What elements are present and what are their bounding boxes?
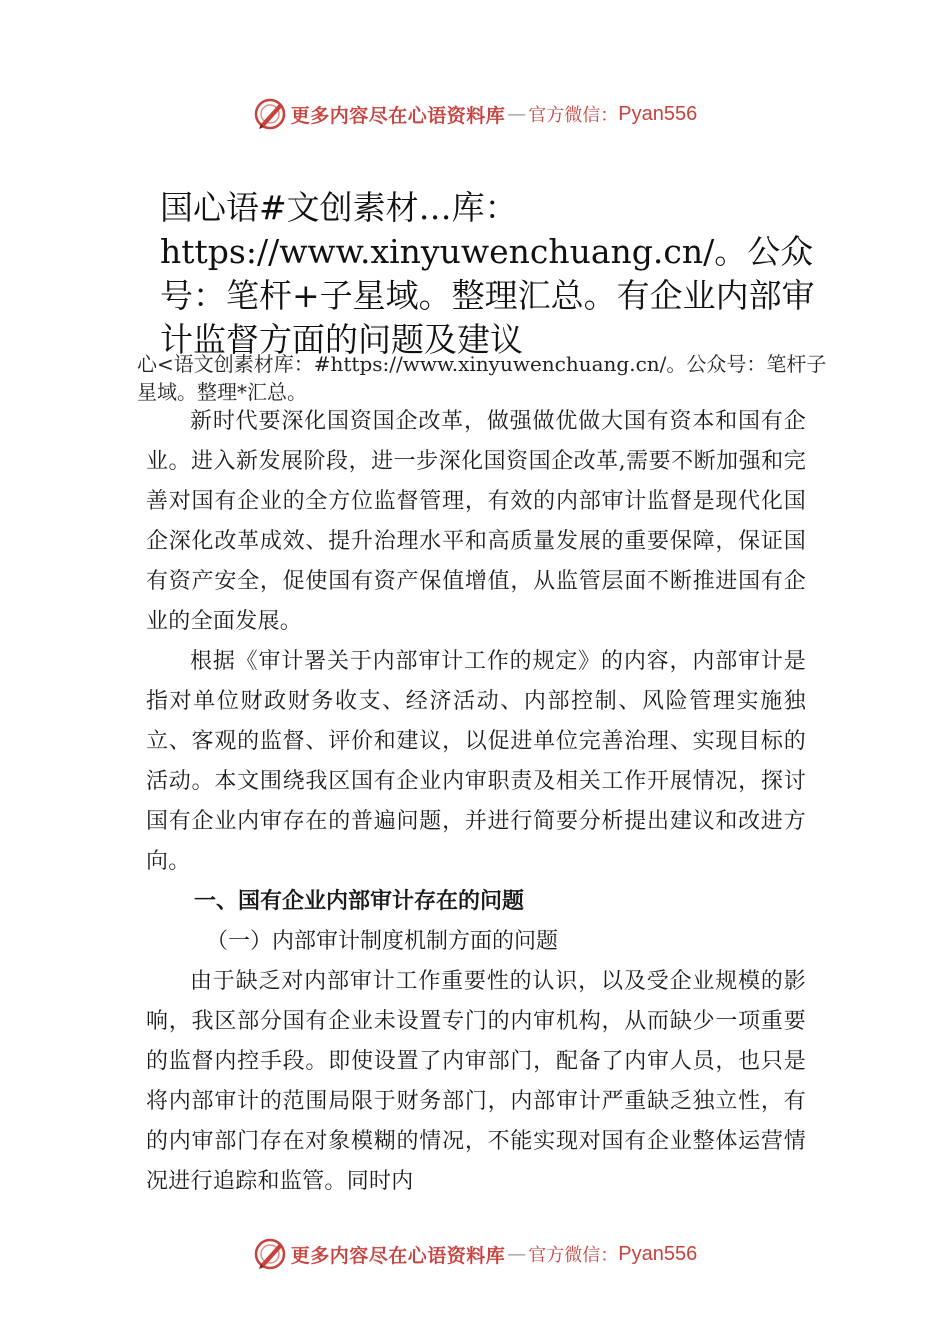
footer-banner [0, 1232, 950, 1276]
paragraph: 由于缺乏对内部审计工作重要性的认识，以及受企业规模的影响，我区部分国有企业未设置专门的内审机构，从而缺少一项重要的监督内控手段。即使设置了内审部门，配备了内审人员，也只是将内部审计的范围局限于财务部门，内部审计严重缺乏独立性，有的内审部门存在对象模糊的情况，不能实现对国有企业整体运营情况进行追踪和监管。同时内 [146, 969, 806, 1194]
banner-wechat-id: Pyan556 [618, 102, 698, 125]
paragraph: 新时代要深化国资国企改革，做强做优做大国有资本和国有企业。进入新发展阶段，进一步深化国资国企改革,需要不断加强和完善对国有企业的全方位监督管理，有效的内部审计监督是现代化国企深化改革成效、提升治理水平和高质量发展的重要保障，保证国有资产安全，促使国有资产保值增值，从监管层面不断推进国有企业的全面发展。 [146, 409, 806, 634]
banner-slogan: 更多内容尽在心语资料库 [290, 1244, 506, 1267]
paragraph: 根据《审计署关于内部审计工作的规定》的内容，内部审计是指对单位财政财务收支、经济活动、内部控制、风险管理实施独立、客观的监督、评价和建议，以促进单位完善治理、实现目标的活动。本文围绕我区国有企业内审职责及相关工作开展情况，探讨国有企业内审存在的普遍问题，并进行简要分析提出建议和改进方向。 [146, 649, 806, 874]
banner-slogan: 更多内容尽在心语资料库 [290, 104, 506, 127]
document-title: 国心语#文创素材…库：https://www.xinyuwenchuang.cn/。公众号：笔杆+子星域。整理汇总。有企业内部审计监督方面的问题及建议 [160, 188, 815, 359]
subsection-heading: （一）内部审计制度机制方面的问题 [206, 929, 559, 954]
source-line: 心<语文创素材库：#https://www.xinyuwenchuang.cn/。公众号：笔杆子星域。整理*汇总。 [137, 352, 827, 404]
pen-logo-icon [253, 97, 287, 131]
banner-wechat-id: Pyan556 [618, 1242, 698, 1265]
banner-wechat-label: 官方微信： [528, 1245, 619, 1266]
banner-separator: — [507, 1243, 527, 1265]
pen-logo-icon [253, 1237, 287, 1271]
banner-separator: — [507, 103, 527, 125]
banner-wechat-label: 官方微信： [528, 105, 619, 126]
header-banner [0, 92, 950, 136]
document-body [146, 402, 806, 1202]
section-heading: 一、国有企业内部审计存在的问题 [194, 889, 525, 914]
